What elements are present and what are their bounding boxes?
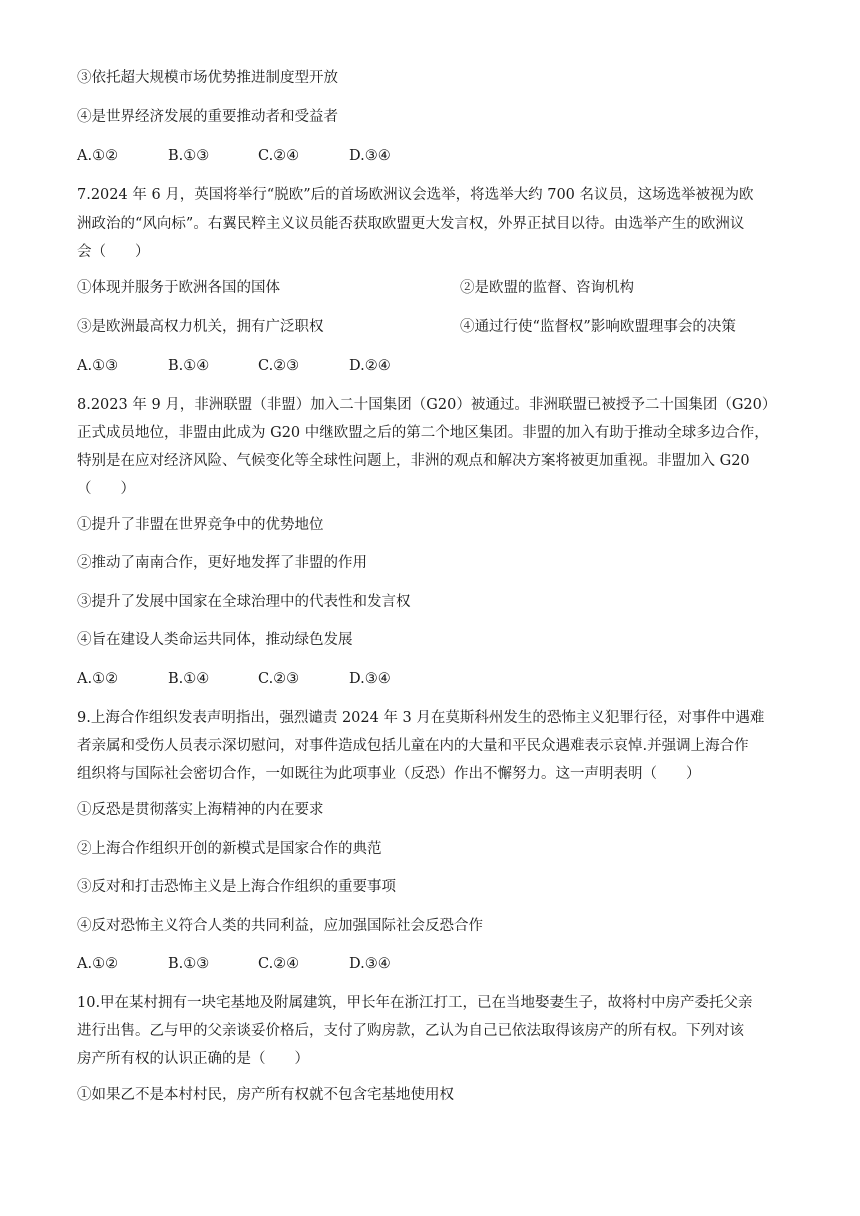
q8-item-3: ③提升了发展中国家在全球治理中的代表性和发言权 <box>77 594 411 610</box>
q7-items-row-1 <box>77 278 797 298</box>
q6-option-c: C.②④ <box>258 148 300 164</box>
q7-items-row-2 <box>77 317 797 337</box>
q6-item-3: ③依托超大规模市场优势推进制度型开放 <box>77 70 338 86</box>
q8-option-a: A.①② <box>77 671 119 687</box>
q7-option-c: C.②③ <box>258 358 300 374</box>
q7-item-4: ④通过行使“监督权”影响欧盟理事会的决策 <box>460 319 736 335</box>
q9-option-d: D.③④ <box>349 956 391 972</box>
q8-item-2: ②推动了南南合作，更好地发挥了非盟的作用 <box>77 555 367 571</box>
q8-stem-line-4: （ ） <box>77 481 135 497</box>
q8-option-d: D.③④ <box>349 671 391 687</box>
q8-item-1: ①提升了非盟在世界竞争中的优势地位 <box>77 517 324 533</box>
q8-stem-line-2: 正式成员地位，非盟由此成为 G20 中继欧盟之后的第二个地区集团。非盟的加入有助于推动全球多边合作， <box>77 425 769 441</box>
q6-option-d: D.③④ <box>349 148 391 164</box>
q9-option-b: B.①③ <box>168 956 210 972</box>
q6-item-4: ④是世界经济发展的重要推动者和受益者 <box>77 109 338 125</box>
q7-item-2: ②是欧盟的监督、咨询机构 <box>460 280 634 296</box>
q9-stem-line-1: 9.上海合作组织发表声明指出，强烈谴责 2024 年 3 月在莫斯科州发生的恐怖主义犯罪行径，对事件中遇难 <box>77 710 765 726</box>
q7-item-3: ③是欧洲最高权力机关，拥有广泛职权 <box>77 319 324 335</box>
q7-stem-line-2: 洲政治的“风向标”。右翼民粹主义议员能否获取欧盟更大发言权，外界正拭目以待。由选举产生的欧洲议 <box>77 216 745 232</box>
q9-stem-line-3: 组织将与国际社会密切合作，一如既往为此项事业（反恐）作出不懈努力。这一声明表明（ ） <box>77 766 701 782</box>
q8-item-4: ④旨在建设人类命运共同体，推动绿色发展 <box>77 632 353 648</box>
q6-option-b: B.①③ <box>168 148 210 164</box>
q9-stem-line-2: 者亲属和受伤人员表示深切慰问，对事件造成包括儿童在内的大量和平民众遇难表示哀悼.并强调上海合作 <box>77 738 749 754</box>
q9-option-a: A.①② <box>77 956 119 972</box>
q7-option-a: A.①③ <box>77 358 119 374</box>
q10-stem-line-1: 10.甲在某村拥有一块宅基地及附属建筑，甲长年在浙江打工，已在当地娶妻生子，故将村中房产委托父亲 <box>77 995 753 1011</box>
q10-stem-line-2: 进行出售。乙与甲的父亲谈妥价格后，支付了购房款，乙认为自己已依法取得该房产的所有权。下列对该 <box>77 1023 744 1039</box>
q8-stem-line-3: 特别是在应对经济风险、气候变化等全球性问题上，非洲的观点和解决方案将被更加重视。非盟加入 G20 <box>77 453 750 469</box>
q7-stem-line-1: 7.2024 年 6 月，英国将举行“脱欧”后的首场欧洲议会选举，将选举大约 700 名议员，这场选举被视为欧 <box>77 187 754 203</box>
q9-item-2: ②上海合作组织开创的新模式是国家合作的典范 <box>77 841 382 857</box>
q6-option-a: A.①② <box>77 148 119 164</box>
q8-option-b: B.①④ <box>168 671 210 687</box>
q8-option-c: C.②③ <box>258 671 300 687</box>
q7-item-1: ①体现并服务于欧洲各国的国体 <box>77 280 280 296</box>
q7-option-b: B.①④ <box>168 358 210 374</box>
q7-option-d: D.②④ <box>349 358 391 374</box>
q9-option-c: C.②④ <box>258 956 300 972</box>
q10-stem-line-3: 房产所有权的认识正确的是（ ） <box>77 1051 309 1067</box>
q9-item-4: ④反对恐怖主义符合人类的共同利益，应加强国际社会反恐合作 <box>77 918 483 934</box>
q10-item-1: ①如果乙不是本村村民，房产所有权就不包含宅基地使用权 <box>77 1087 454 1103</box>
q9-item-3: ③反对和打击恐怖主义是上海合作组织的重要事项 <box>77 879 396 895</box>
q8-stem-line-1: 8.2023 年 9 月，非洲联盟（非盟）加入二十国集团（G20）被通过。非洲联盟已被授予二十国集团（G20） <box>77 397 777 413</box>
q9-item-1: ①反恐是贯彻落实上海精神的内在要求 <box>77 802 324 818</box>
q7-stem-line-3: 会（ ） <box>77 244 150 260</box>
